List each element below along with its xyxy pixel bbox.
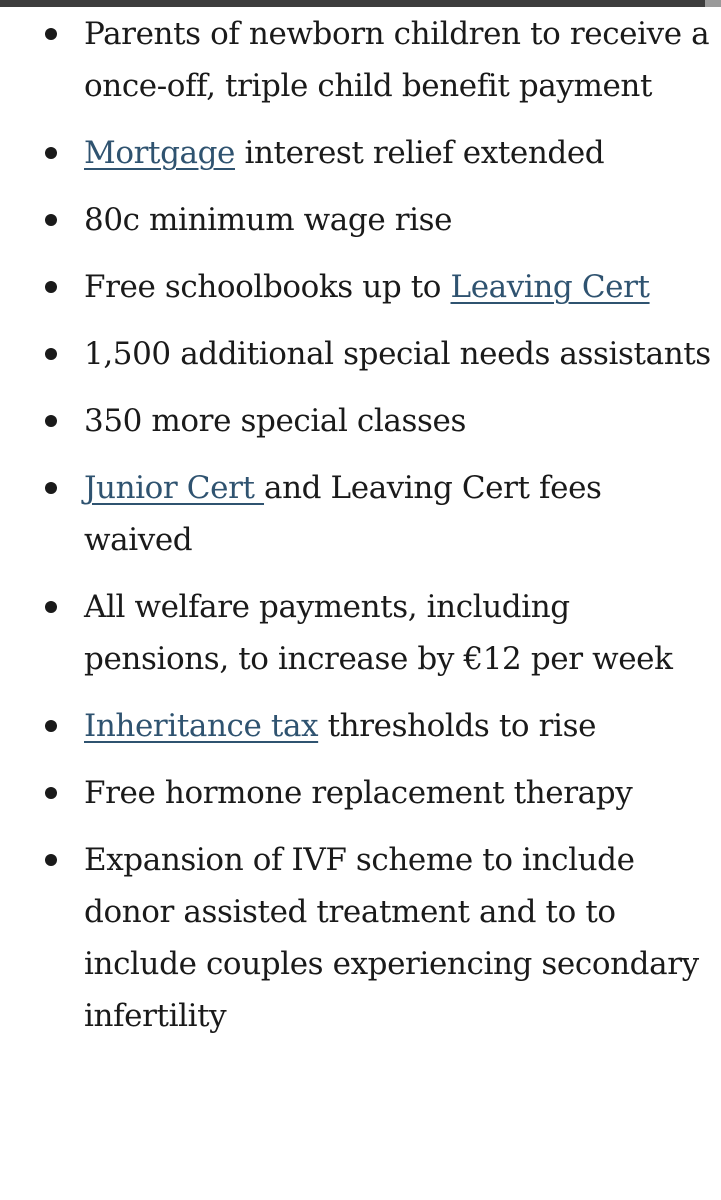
leaving-cert-link[interactable]: Leaving Cert [450,269,650,305]
list-item-inheritance-tax [0,700,721,752]
item-text: 80c minimum wage rise [84,202,453,238]
item-text: 350 more special classes [84,403,466,439]
top-status-bar [0,0,721,7]
list-item-ivf-expansion [0,834,721,1042]
bullet-icon [45,348,57,360]
item-text: Expansion of IVF scheme to include donor assisted treatment and to to include couples experiencing secondary infertility [84,842,699,1034]
top-bar-corner [705,0,721,7]
list-item-newborn-payment [0,8,721,112]
bullet-icon [45,147,57,159]
list-item-welfare-increase [0,581,721,685]
bullet-icon [45,482,57,494]
bullet-icon [45,720,57,732]
mortgage-link[interactable]: Mortgage [84,135,235,171]
item-text: 1,500 additional special needs assistants [84,336,711,372]
bullet-icon [45,214,57,226]
bullet-icon [45,415,57,427]
item-text: All welfare payments, including pensions, to increase by €12 per week [84,589,673,677]
bullet-icon [45,787,57,799]
list-item-mortgage-relief [0,127,721,179]
item-text: Free schoolbooks up to [84,269,451,305]
list-item-exam-fees-waived [0,462,721,566]
list-item-hrt [0,767,721,819]
bullet-icon [45,601,57,613]
item-text: and Leaving Cert fees waived [84,470,602,558]
item-text: Parents of newborn children to receive a once-off, triple child benefit payment [84,16,710,104]
list-item-special-classes [0,395,721,447]
item-text: thresholds to rise [318,708,597,744]
junior-cert-link[interactable]: Junior Cert [84,470,265,506]
budget-measures-list [0,8,721,1057]
bullet-icon [45,28,57,40]
item-text: interest relief extended [235,135,605,171]
item-text: Free hormone replacement therapy [84,775,633,811]
list-item-special-needs-assistants [0,328,721,380]
bullet-icon [45,281,57,293]
list-item-free-schoolbooks [0,261,721,313]
bullet-icon [45,854,57,866]
inheritance-tax-link[interactable]: Inheritance tax [84,708,319,744]
list-item-minimum-wage [0,194,721,246]
